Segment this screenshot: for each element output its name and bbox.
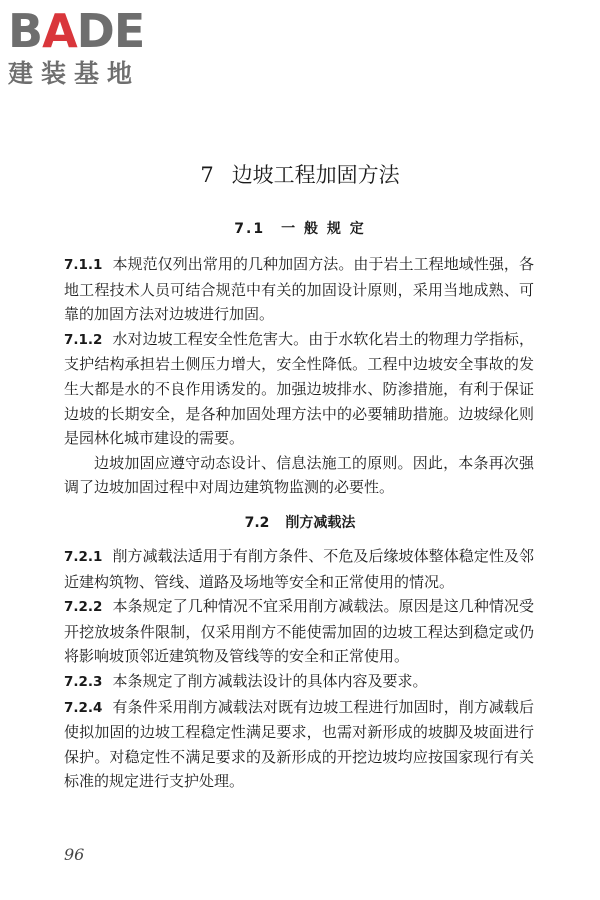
chapter-title: 7 边坡工程加固方法 [200,163,400,187]
section-7-2-body [64,544,534,794]
page-number: 96 [64,845,85,864]
bade-logo [8,6,178,90]
section-title-7-1: 7.1 一 般 规 定 [234,221,366,237]
clause-7-1-2-continued: 边坡加固应遵守动态设计、信息法施工的原则。因此，本条再次强调了边坡加固过程中对周边建筑物监测的必要性。 [64,453,534,497]
clause-7-2-2: 7.2.2 本条规定了几种情况不宜采用削方减载法。原因是这几种情况受开挖放坡条件限制，仅采用削方不能使需加固的边坡工程达到稳定或仍将影响坡顶邻近建筑物及管线等的安全和正常使用。 [64,597,534,666]
clause-7-1-1: 7.1.1 本规范仅列出常用的几种加固方法。由于岩土工程地域性强，各地工程技术人员可结合规范中有关的加固设计原则，采用当地成熟、可靠的加固方法对边坡进行加固。 [64,255,534,324]
logo-wordmark: BADE [8,4,145,58]
clause-7-2-1: 7.2.1 削方减载法适用于有削方条件、不危及后缘坡体整体稳定性及邻近建构筑物、管线、道路及场地等安全和正常使用的情况。 [64,547,534,591]
clause-7-2-4: 7.2.4 有条件采用削方减载法对既有边坡工程进行加固时，削方减载后使拟加固的边坡工程稳定性满足要求，也需对新形成的坡脚及坡面进行保护。对稳定性不满足要求的及新形成的开挖边坡均应按国家现行有关标准的规定进行支护处理。 [64,697,534,791]
section-7-1-body [64,252,534,500]
clause-7-2-3: 7.2.3 本条规定了削方减载法设计的具体内容及要求。 [64,671,428,690]
clause-7-1-2: 7.1.2 水对边坡工程安全性危害大。由于水软化岩土的物理力学指标，支护结构承担岩土侧压力增大，安全性降低。工程中边坡安全事故的发生大都是水的不良作用诱发的。加强边坡排水、防渗措施，有利于保证边坡的长期安全，是各种加固处理方法中的必要辅助措施。边坡绿化则是园林化城市建设的需要。 [64,329,534,448]
section-title-7-2: 7.2 削方减载法 [244,515,356,531]
logo-chinese-name: 建装基地 [8,59,141,88]
